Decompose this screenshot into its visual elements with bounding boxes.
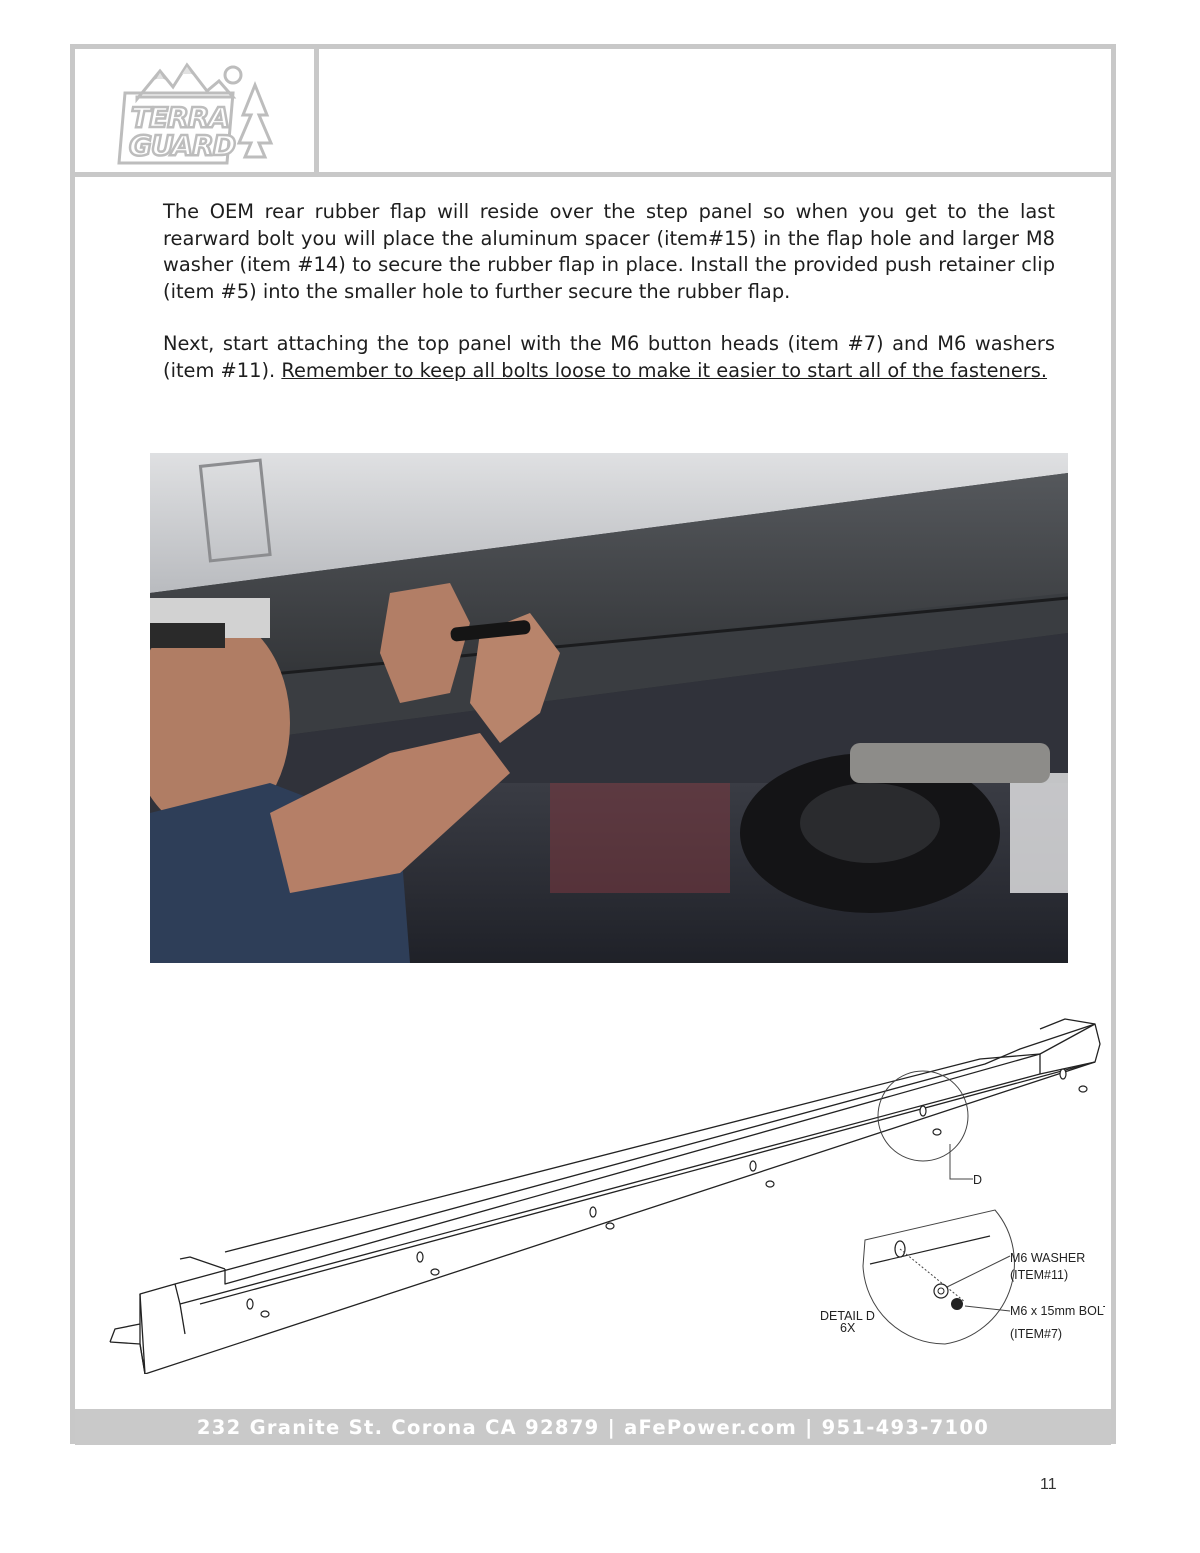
callout-d: D <box>973 1173 983 1187</box>
detail-d-qty: 6X <box>840 1321 856 1335</box>
logo-text-guard: GUARD <box>129 129 235 162</box>
detail-d-view <box>820 1210 1105 1344</box>
instruction-text <box>163 199 1055 410</box>
paragraph-flap: The OEM rear rubber flap will reside over the step panel so when you get to the last rearward bolt you will place the aluminum spacer (item#15) in the flap hole and larger M8 washer (item #14) to secure the rubber flap in place. Install the provided push retainer clip (item #5) into the smaller hole to further secure the rubber flap. <box>163 200 1055 303</box>
washer-label-line1: M6 WASHER <box>1010 1251 1086 1265</box>
footer-contact: 232 Granite St. Corona CA 92879 | aFePower.com | 951-493-7100 <box>196 1415 990 1439</box>
header-row <box>75 49 1111 177</box>
step-panel-drawing <box>105 1004 1105 1374</box>
paragraph-top-panel-underlined: Remember to keep all bolts loose to make it easier to start all of the fasteners. <box>281 358 1048 382</box>
assembly-diagram <box>105 1004 1105 1374</box>
installation-photo <box>150 453 1068 963</box>
page-frame <box>70 44 1116 1444</box>
washer-label-line2: (ITEM#11) <box>1010 1268 1069 1282</box>
terra-guard-logo <box>115 57 280 167</box>
paragraph-top-panel <box>163 331 1055 384</box>
detail-d-title: DETAIL D <box>820 1309 875 1323</box>
bolt-label-line1: M6 x 15mm BOLT <box>1010 1304 1105 1318</box>
paragraph-top-panel-plain: Next, start attaching the top panel with the M6 button heads (item #7) and M6 washers (item #11). <box>163 332 1055 382</box>
logo-cell <box>75 49 319 172</box>
logo-text-terra: TERRA <box>131 101 230 134</box>
page-number: 11 <box>1040 1476 1057 1493</box>
photo-illustration <box>150 453 1068 963</box>
footer-band <box>75 1409 1111 1445</box>
bolt-label-line2: (ITEM#7) <box>1010 1327 1063 1341</box>
